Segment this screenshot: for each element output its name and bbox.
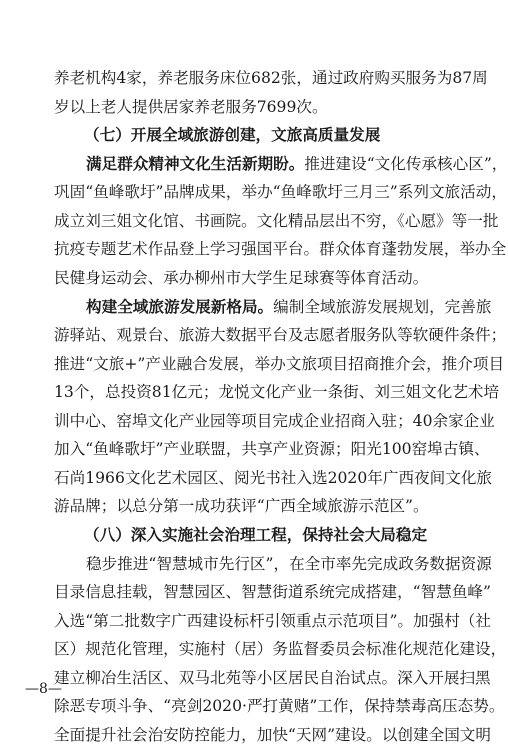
body-line: 石尚1966文化艺术园区、阅光书社入选2020年广西夜间文化旅 [54, 469, 493, 487]
body-line: 推进“文旅+”产业融合发展，举办文旅项目招商推介会，推介项目 [54, 355, 505, 373]
body-line: 区）规范化管理，实施村（居）务监督委员会标准化规范化建设， [54, 640, 507, 658]
body-line: 巩固“鱼峰歌圩”品牌成果，举办“鱼峰歌圩三月三”系列文旅活动， [54, 183, 507, 201]
page-number: —8— [25, 681, 62, 697]
paragraph-lead-line [86, 296, 491, 318]
body-line: 岁以上老人提供居家养老服务7699次。 [54, 98, 328, 116]
section-heading: （七）开展全域旅游创建，文旅高质量发展 [84, 125, 381, 144]
body-text: 推进建设“文化传承核心区”， [304, 155, 508, 173]
body-line: 民健身运动会、承办柳州市大学生足球赛等体育活动。 [54, 269, 429, 287]
body-line: 全面提升社会治安防控能力，加快“天网”建设。以创建全国文明 [54, 726, 491, 744]
section-heading: （八）深入实施社会治理工程，保持社会大局稳定 [84, 525, 428, 544]
body-line: 加入“鱼峰歌圩”产业联盟，共享产业资源；阳光100窑埠古镇、 [54, 440, 490, 458]
body-line: 养老机构4家，养老服务床位682张，通过政府购买服务为87周 [54, 69, 488, 87]
body-line: 目录信息挂载，智慧园区、智慧街道系统完成搭建，“智慧鱼峰” [54, 583, 491, 601]
body-text: 编制全域旅游发展规划，完善旅 [273, 298, 492, 316]
body-line: 游驿站、观景台、旅游大数据平台及志愿者服务队等软硬件条件； [54, 326, 507, 344]
paragraph-lead: 满足群众精神文化生活新期盼。 [86, 154, 305, 173]
paragraph-lead-line [86, 153, 507, 175]
body-line: 稳步推进“智慧城市先行区”，在全市率先完成政务数据资源 [86, 555, 492, 573]
body-line: 除恶专项斗争、“亮剑2020·严打黄赌”工作，保持禁毒高压态势。 [54, 697, 505, 715]
body-line: 成立刘三姐文化馆、书画院。文化精品层出不穷，《心愿》等一批 [54, 212, 499, 230]
body-line: 抗疫专题艺术作品登上学习强国平台。群众体育蓬勃发展，举办全 [54, 240, 507, 258]
body-line: 13个，总投资81亿元；龙悦文化产业一条街、刘三姐文化艺术培 [54, 383, 500, 401]
body-line: 入选“第二批数字广西建设标杆引领重点示范项目”。加强村（社 [54, 612, 491, 630]
paragraph-lead: 构建全域旅游发展新格局。 [86, 297, 274, 316]
body-line: 训中心、窑埠文化产业园等项目完成企业招商入驻；40余家企业 [54, 412, 495, 430]
body-line: 建立柳冶生活区、双马北苑等小区居民自治试点。深入开展扫黑 [54, 669, 491, 687]
body-line: 游品牌；以总分第一成功获评“广西全域旅游示范区”。 [54, 497, 429, 515]
